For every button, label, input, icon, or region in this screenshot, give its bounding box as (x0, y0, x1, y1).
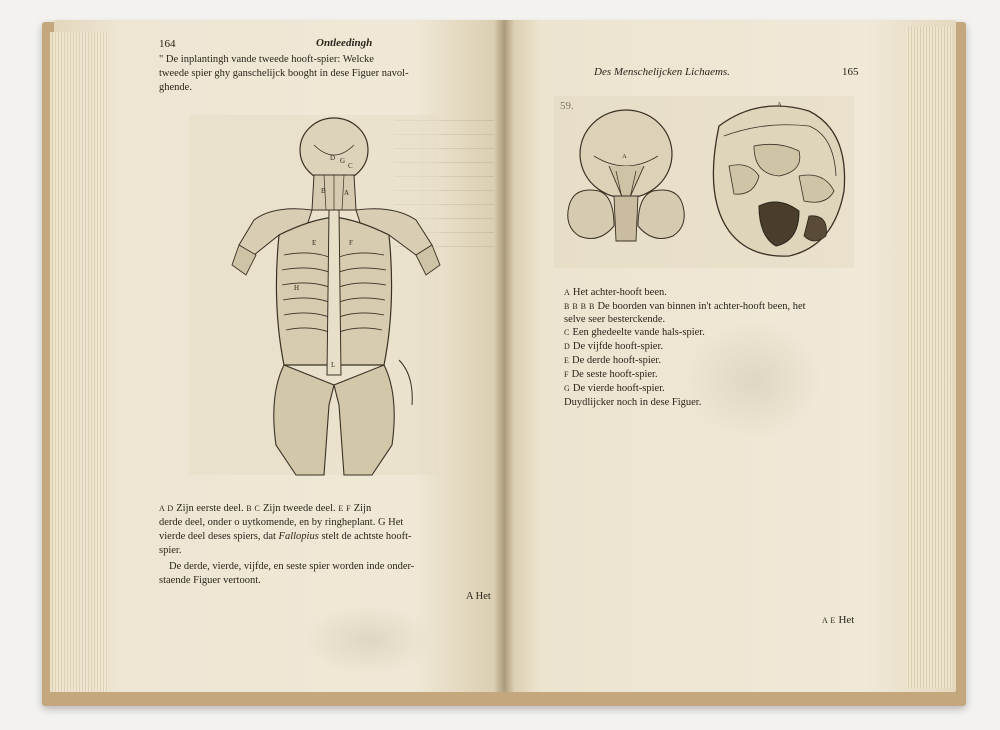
running-head-left: Ontleedingh (316, 37, 373, 49)
figure-letter: E (312, 239, 317, 247)
paragraph-line: staende Figuer vertoont. (159, 575, 261, 586)
legend-item: G De vierde hooft-spier. (564, 383, 665, 394)
skull-letter: A (622, 153, 627, 160)
legend-item: selve seer besterckende. (564, 314, 666, 325)
right-page (504, 20, 956, 692)
catchword-left: A Het (466, 591, 491, 602)
back-muscles-figure (184, 105, 464, 485)
caption-line: spier. (159, 545, 182, 556)
intro-line: tweede spier ghy ganschelijck booght in dese Figuer navol- (159, 68, 409, 79)
skull-letter: A (777, 101, 782, 108)
book-gutter (494, 20, 514, 692)
page-number-left: 164 (159, 38, 176, 50)
figure-letter: L (331, 361, 336, 369)
figure-letter: G (340, 157, 346, 165)
paragraph-line: De derde, vierde, vijfde, en seste spier worden inde onder- (169, 561, 415, 572)
figure-letter: B (321, 187, 326, 195)
intro-line: " De inplantingh vande tweede hooft-spier: Welcke (159, 54, 374, 65)
figure-letter: C (348, 162, 353, 170)
legend-item: B B B B De boorden van binnen in't achter-hooft been, het (564, 301, 806, 312)
figure-letter: D (330, 154, 336, 162)
legend-item: F De seste hooft-spier. (564, 369, 658, 380)
intro-line: ghende. (159, 82, 192, 93)
running-head-right: Des Menschelijcken Lichaems. (594, 66, 730, 78)
figure-letter: F (349, 239, 353, 247)
page-edges-left (50, 32, 108, 692)
show-through-image (684, 320, 824, 440)
page-number-right: 165 (842, 66, 859, 78)
legend-item: C Een ghedeelte vande hals-spier. (564, 327, 705, 338)
legend-item: E De derde hooft-spier. (564, 355, 661, 366)
catchword-right: A E Het (822, 614, 855, 626)
page-edges-right (906, 26, 952, 688)
skull-figures (554, 96, 854, 268)
figure-letter: H (294, 284, 300, 292)
legend-item: A Het achter-hooft been. (564, 287, 667, 298)
left-page (54, 20, 504, 692)
show-through-image (304, 605, 434, 675)
legend-item: Duydlijcker noch in dese Figuer. (564, 397, 702, 408)
open-book (42, 14, 966, 700)
figure-letter: A (344, 189, 350, 197)
caption-line: A D Zijn eerste deel. B C Zijn tweede deel. E F Zijn (159, 503, 372, 514)
figure-number: 59. (560, 100, 574, 112)
caption-line: vierde deel deses spiers, dat Fallopius stelt de achtste hooft- (159, 531, 412, 542)
legend-item: D De vijfde hooft-spier. (564, 341, 664, 352)
caption-line: derde deel, onder o uytkomende, en by ringheplant. G Het (159, 517, 404, 528)
